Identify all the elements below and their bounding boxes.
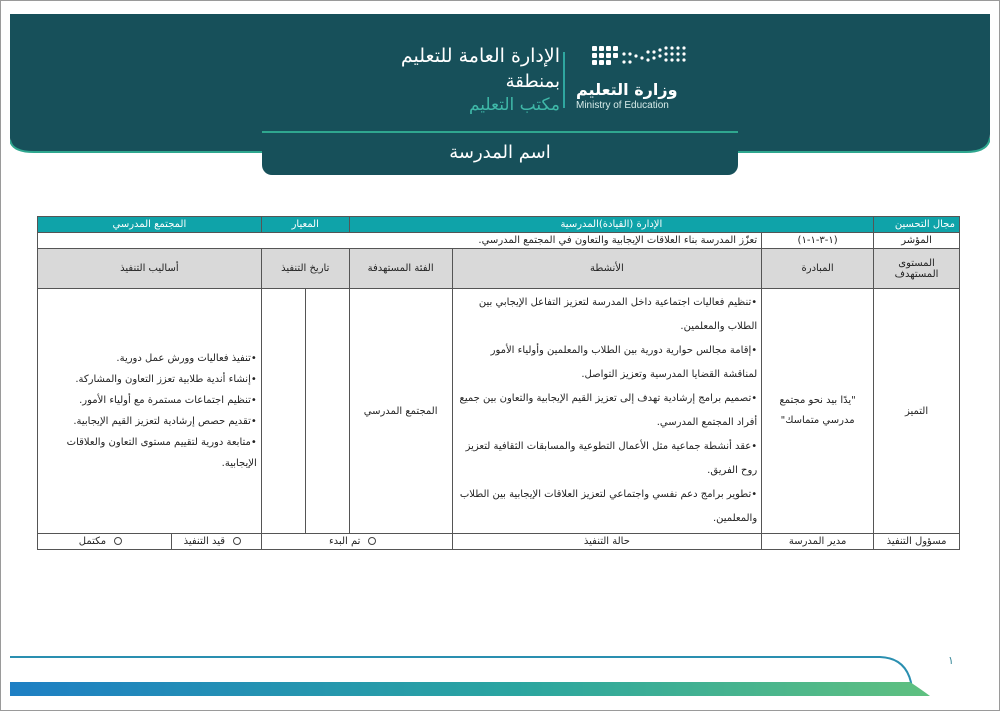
target-level: التميز bbox=[874, 289, 960, 534]
list-item: •إنشاء أندية طلابية تعزز التعاون والمشاركة. bbox=[75, 374, 257, 385]
list-item: •تنظيم فعاليات اجتماعية داخل المدرسة لتعزيز التفاعل الإيجابي بين الطلاب والمعلمين. bbox=[478, 297, 758, 332]
page-number: ١ bbox=[948, 654, 954, 667]
responsible-value: مدير المدرسة bbox=[762, 534, 874, 550]
indicator-code: (١-٣-١-١) bbox=[762, 233, 874, 249]
table-row bbox=[38, 534, 960, 550]
col-initiative: المبادرة bbox=[762, 249, 874, 289]
list-item: •تنفيذ فعاليات وورش عمل دورية. bbox=[116, 353, 257, 364]
radio-icon[interactable] bbox=[368, 537, 376, 545]
directorate-title: الإدارة العامة للتعليم bbox=[400, 45, 560, 67]
radio-icon[interactable] bbox=[233, 537, 241, 545]
target-group: المجتمع المدرسي bbox=[349, 289, 452, 534]
status-in-progress-option[interactable] bbox=[171, 534, 261, 550]
table-row bbox=[38, 249, 960, 289]
standard-value: المجتمع المدرسي bbox=[38, 217, 262, 233]
table-row bbox=[38, 289, 960, 534]
list-item: •تطوير برامج دعم نفسي واجتماعي لتعزيز العلاقات الإيجابية بين الطلاب والمعلمين. bbox=[459, 489, 758, 524]
table-row bbox=[38, 233, 960, 249]
list-item: •تقديم حصص إرشادية لتعزيز القيم الإيجابية. bbox=[73, 416, 257, 427]
status-done: مكتمل bbox=[78, 536, 107, 547]
activities-cell bbox=[452, 289, 762, 534]
status-in-progress: قيد التنفيذ bbox=[183, 536, 226, 547]
field-label: مجال التحسين bbox=[874, 217, 960, 233]
list-item: •تصميم برامج إرشادية تهدف إلى تعزيز القيم الإيجابية والتعاون بين جميع أفراد المجتمع المدرسي. bbox=[459, 393, 758, 428]
list-item: •إقامة مجالس حوارية دورية بين الطلاب والمعلمين وأولياء الأمور لمناقشة القضايا المدرسية وتعزيز التواصل. bbox=[490, 345, 758, 380]
list-item: •متابعة دورية لتقييم مستوى التعاون والعلاقات الإيجابية. bbox=[66, 437, 257, 469]
col-target-group: الفئة المستهدفة bbox=[349, 249, 452, 289]
school-name: اسم المدرسة bbox=[449, 142, 551, 163]
col-target-level: المستوى المستهدف bbox=[874, 249, 960, 289]
indicator-text: تعزّز المدرسة بناء العلاقات الإيجابية والتعاون في المجتمع المدرسي. bbox=[38, 233, 762, 249]
ministry-name-ar: وزارة التعليم bbox=[576, 80, 678, 99]
logo-divider bbox=[563, 52, 565, 108]
region-label: بمنطقة bbox=[505, 71, 560, 92]
plan-table bbox=[37, 216, 960, 550]
table-row bbox=[38, 217, 960, 233]
col-methods: أساليب التنفيذ bbox=[38, 249, 262, 289]
methods-cell bbox=[38, 289, 262, 534]
status-started: تم البدء bbox=[328, 536, 361, 547]
indicator-label: المؤشر bbox=[874, 233, 960, 249]
exec-date-end bbox=[261, 289, 305, 534]
field-value: الإدارة (القيادة)المدرسية bbox=[349, 217, 873, 233]
standard-label: المعيار bbox=[261, 217, 349, 233]
exec-date-start bbox=[305, 289, 349, 534]
responsible-label: مسؤول التنفيذ bbox=[874, 534, 960, 550]
ministry-name-en: Ministry of Education bbox=[576, 100, 669, 111]
radio-icon[interactable] bbox=[114, 537, 122, 545]
col-exec-date: تاريخ التنفيذ bbox=[261, 249, 349, 289]
footer-decoration bbox=[10, 648, 990, 700]
status-started-option[interactable] bbox=[261, 534, 452, 550]
office-label: مكتب التعليم bbox=[468, 95, 560, 115]
list-item: •تنظيم اجتماعات مستمرة مع أولياء الأمور. bbox=[79, 395, 257, 406]
status-done-option[interactable] bbox=[38, 534, 172, 550]
status-label: حالة التنفيذ bbox=[452, 534, 762, 550]
col-activities: الأنشطة bbox=[452, 249, 762, 289]
list-item: •عقد أنشطة جماعية مثل الأعمال التطوعية والمسابقات الثقافية لتعزيز روح الفريق. bbox=[465, 441, 758, 476]
initiative: "يدًا بيد نحو مجتمع مدرسي متماسك" bbox=[762, 289, 874, 534]
